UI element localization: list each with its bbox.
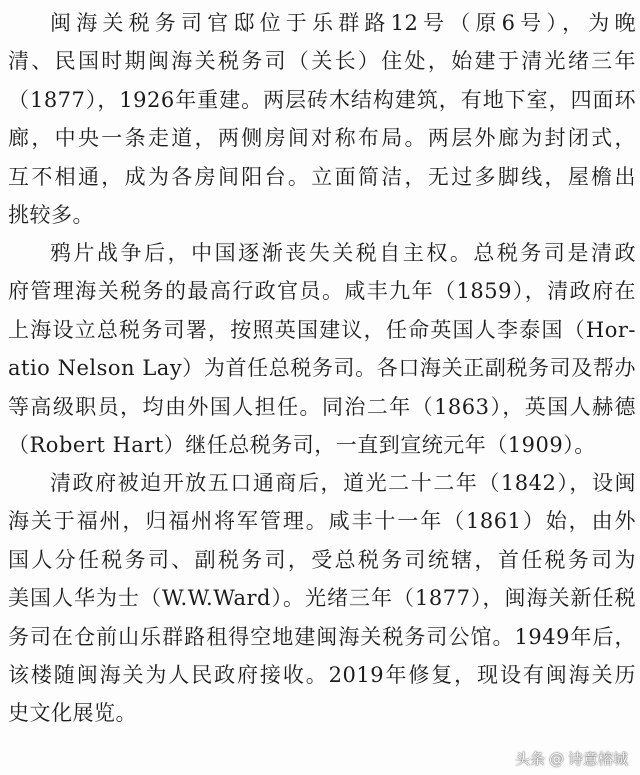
text-line: 清政府被迫开放五口通商后，道光二十二年（1842），设闽 [50,471,636,495]
watermark-author: 诗意榕城 [567,750,628,768]
text-line: 鸦片战争后，中国逐渐丧失关税自主权。总税务司是清政 [50,241,636,265]
source-watermark [515,748,628,769]
text-line: atio Nelson Lay）为首任总税务司。各口海关正副税务司及帮办 [8,356,636,381]
text-line: 史文化展览。 [8,701,137,726]
paragraph-1 [8,4,636,234]
text-line: 海关于福州，归福州将军管理。咸丰十一年（1861）始，由外 [8,509,636,534]
watermark-separator: @ [548,749,564,768]
watermark-source: 头条 [514,750,545,768]
text-line: 上海设立总税务司署，按照英国建议，任命英国人李泰国（Hor- [8,317,636,342]
text-line: （1877），1926年重建。两层砖木结构建筑，有地下室，四面环 [8,87,636,112]
paragraph-3 [8,464,636,733]
text-line: （Robert Hart）继任总税务司，一直到宣统元年（1909）。 [8,432,596,457]
text-line: 该楼随闽海关为人民政府接收。2019年修复，现设有闽海关历 [8,662,636,687]
text-line: 互不相通，成为各房间阳台。立面简洁，无过多脚线，屋檐出 [8,164,636,189]
text-line: 府管理海关税务的最高行政官员。咸丰九年（1859），清政府在 [8,279,636,304]
text-line: 务司在仓前山乐群路租得空地建闽海关税务司公馆。1949年后， [8,624,636,649]
text-line: 闽海关税务司官邸位于乐群路12号（原6号），为晚 [50,11,636,35]
text-line: 国人分任税务司、副税务司，受总税务司统辖，首任税务司为 [8,547,636,572]
text-line: 挑较多。 [8,202,94,227]
text-line: 廊，中央一条走道，两侧房间对称布局。两层外廊为封闭式， [8,126,636,151]
paragraph-2 [8,234,636,464]
text-line: 等高级职员，均由外国人担任。同治二年（1863），英国人赫德 [8,394,636,419]
text-line: 清、民国时期闽海关税务司（关长）住处，始建于清光绪三年 [8,49,636,74]
text-line: 美国人华为士（W.W.Ward）。光绪三年（1877），闽海关新任税 [8,586,636,611]
